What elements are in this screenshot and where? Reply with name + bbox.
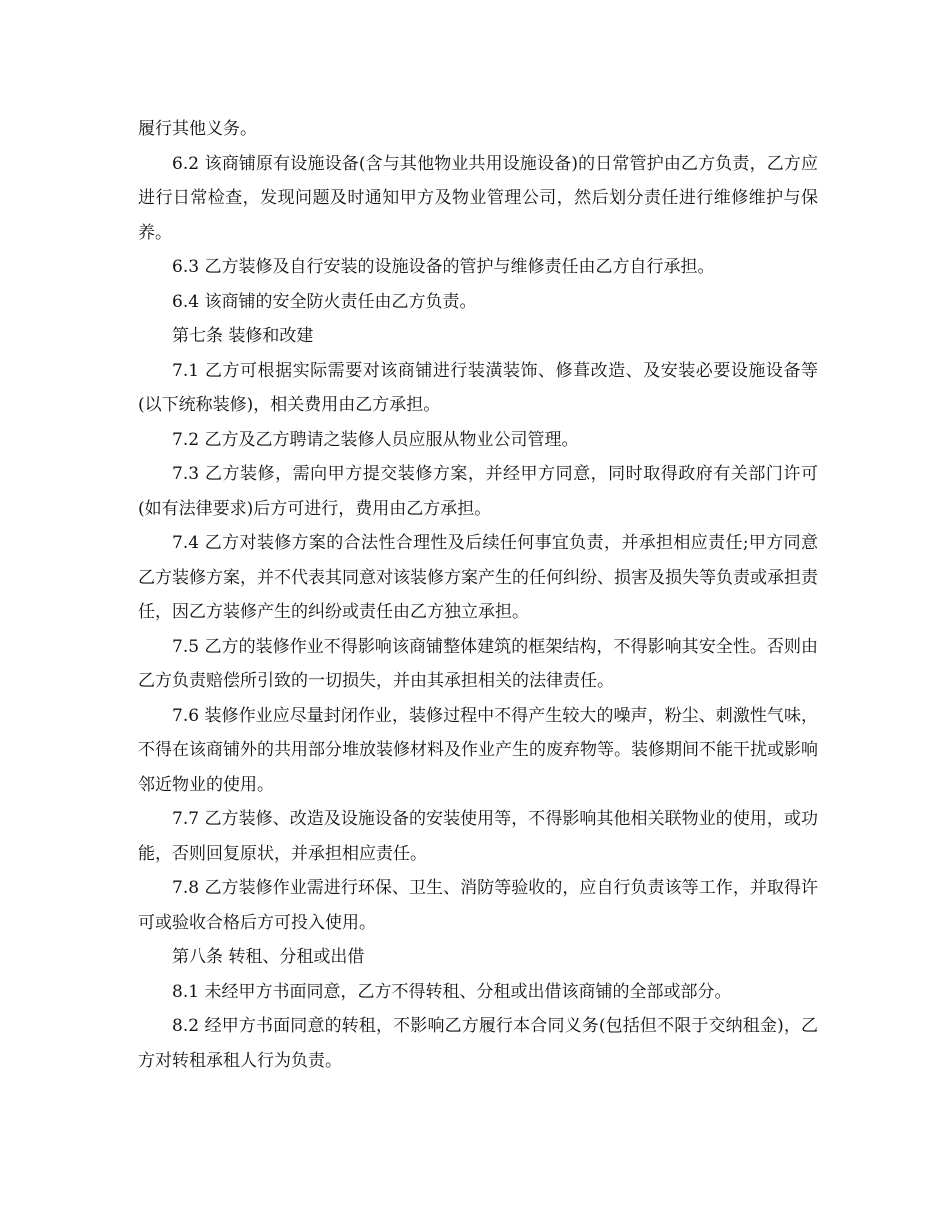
clause-7-4: 7.4 乙方对装修方案的合法性合理性及后续任何事宜负责，并承担相应责任;甲方同意乙方装修方案，并不代表其同意对该装修方案产生的任何纠纷、损害及损失等负责或承担责任，因乙方装修产生的纠纷或责任由乙方独立承担。 bbox=[138, 533, 818, 622]
clause-6-4: 6.4 该商铺的安全防火责任由乙方负责。 bbox=[172, 291, 477, 312]
clause-7-1: 7.1 乙方可根据实际需要对该商铺进行装潢装饰、修葺改造、及安装必要设施设备等(以下统称装修)，相关费用由乙方承担。 bbox=[138, 360, 818, 415]
clause-7-2: 7.2 乙方及乙方聘请之装修人员应服从物业公司管理。 bbox=[172, 429, 579, 450]
paragraph-continuation: 履行其他义务。 bbox=[138, 119, 257, 139]
clause-7-3: 7.3 乙方装修，需向甲方提交装修方案，并经甲方同意，同时取得政府有关部门许可(如有法律要求)后方可进行，费用由乙方承担。 bbox=[138, 464, 818, 519]
clause-7-6: 7.6 装修作业应尽量封闭作业，装修过程中不得产生较大的噪声，粉尘、刺激性气味，不得在该商铺外的共用部分堆放装修材料及作业产生的废弃物等。装修期间不能干扰或影响邻近物业的使用。 bbox=[138, 705, 818, 795]
document-body bbox=[138, 112, 818, 1078]
article-7-heading: 第七条 装修和改建 bbox=[172, 326, 314, 346]
clause-8-1: 8.1 未经甲方书面同意，乙方不得转租、分租或出借该商铺的全部或部分。 bbox=[172, 981, 732, 1002]
clause-7-5: 7.5 乙方的装修作业不得影响该商铺整体建筑的框架结构，不得影响其安全性。否则由乙方负责赔偿所引致的一切损失，并由其承担相关的法律责任。 bbox=[138, 636, 818, 691]
clause-6-3: 6.3 乙方装修及自行安装的设施设备的管护与维修责任由乙方自行承担。 bbox=[172, 257, 715, 277]
clause-7-8: 7.8 乙方装修作业需进行环保、卫生、消防等验收的，应自行负责该等工作，并取得许可或验收合格后方可投入使用。 bbox=[138, 878, 818, 933]
clause-6-2: 6.2 该商铺原有设施设备(含与其他物业共用设施设备)的日常管护由乙方负责，乙方应进行日常检查，发现问题及时通知甲方及物业管理公司，然后划分责任进行维修维护与保养。 bbox=[138, 153, 818, 243]
article-8-heading: 第八条 转租、分租或出借 bbox=[172, 947, 365, 967]
clause-8-2: 8.2 经甲方书面同意的转租，不影响乙方履行本合同义务(包括但不限于交纳租金)，乙方对转租承租人行为负责。 bbox=[138, 1016, 818, 1071]
clause-7-7: 7.7 乙方装修、改造及设施设备的安装使用等，不得影响其他相关联物业的使用，或功能，否则回复原状，并承担相应责任。 bbox=[138, 809, 818, 864]
